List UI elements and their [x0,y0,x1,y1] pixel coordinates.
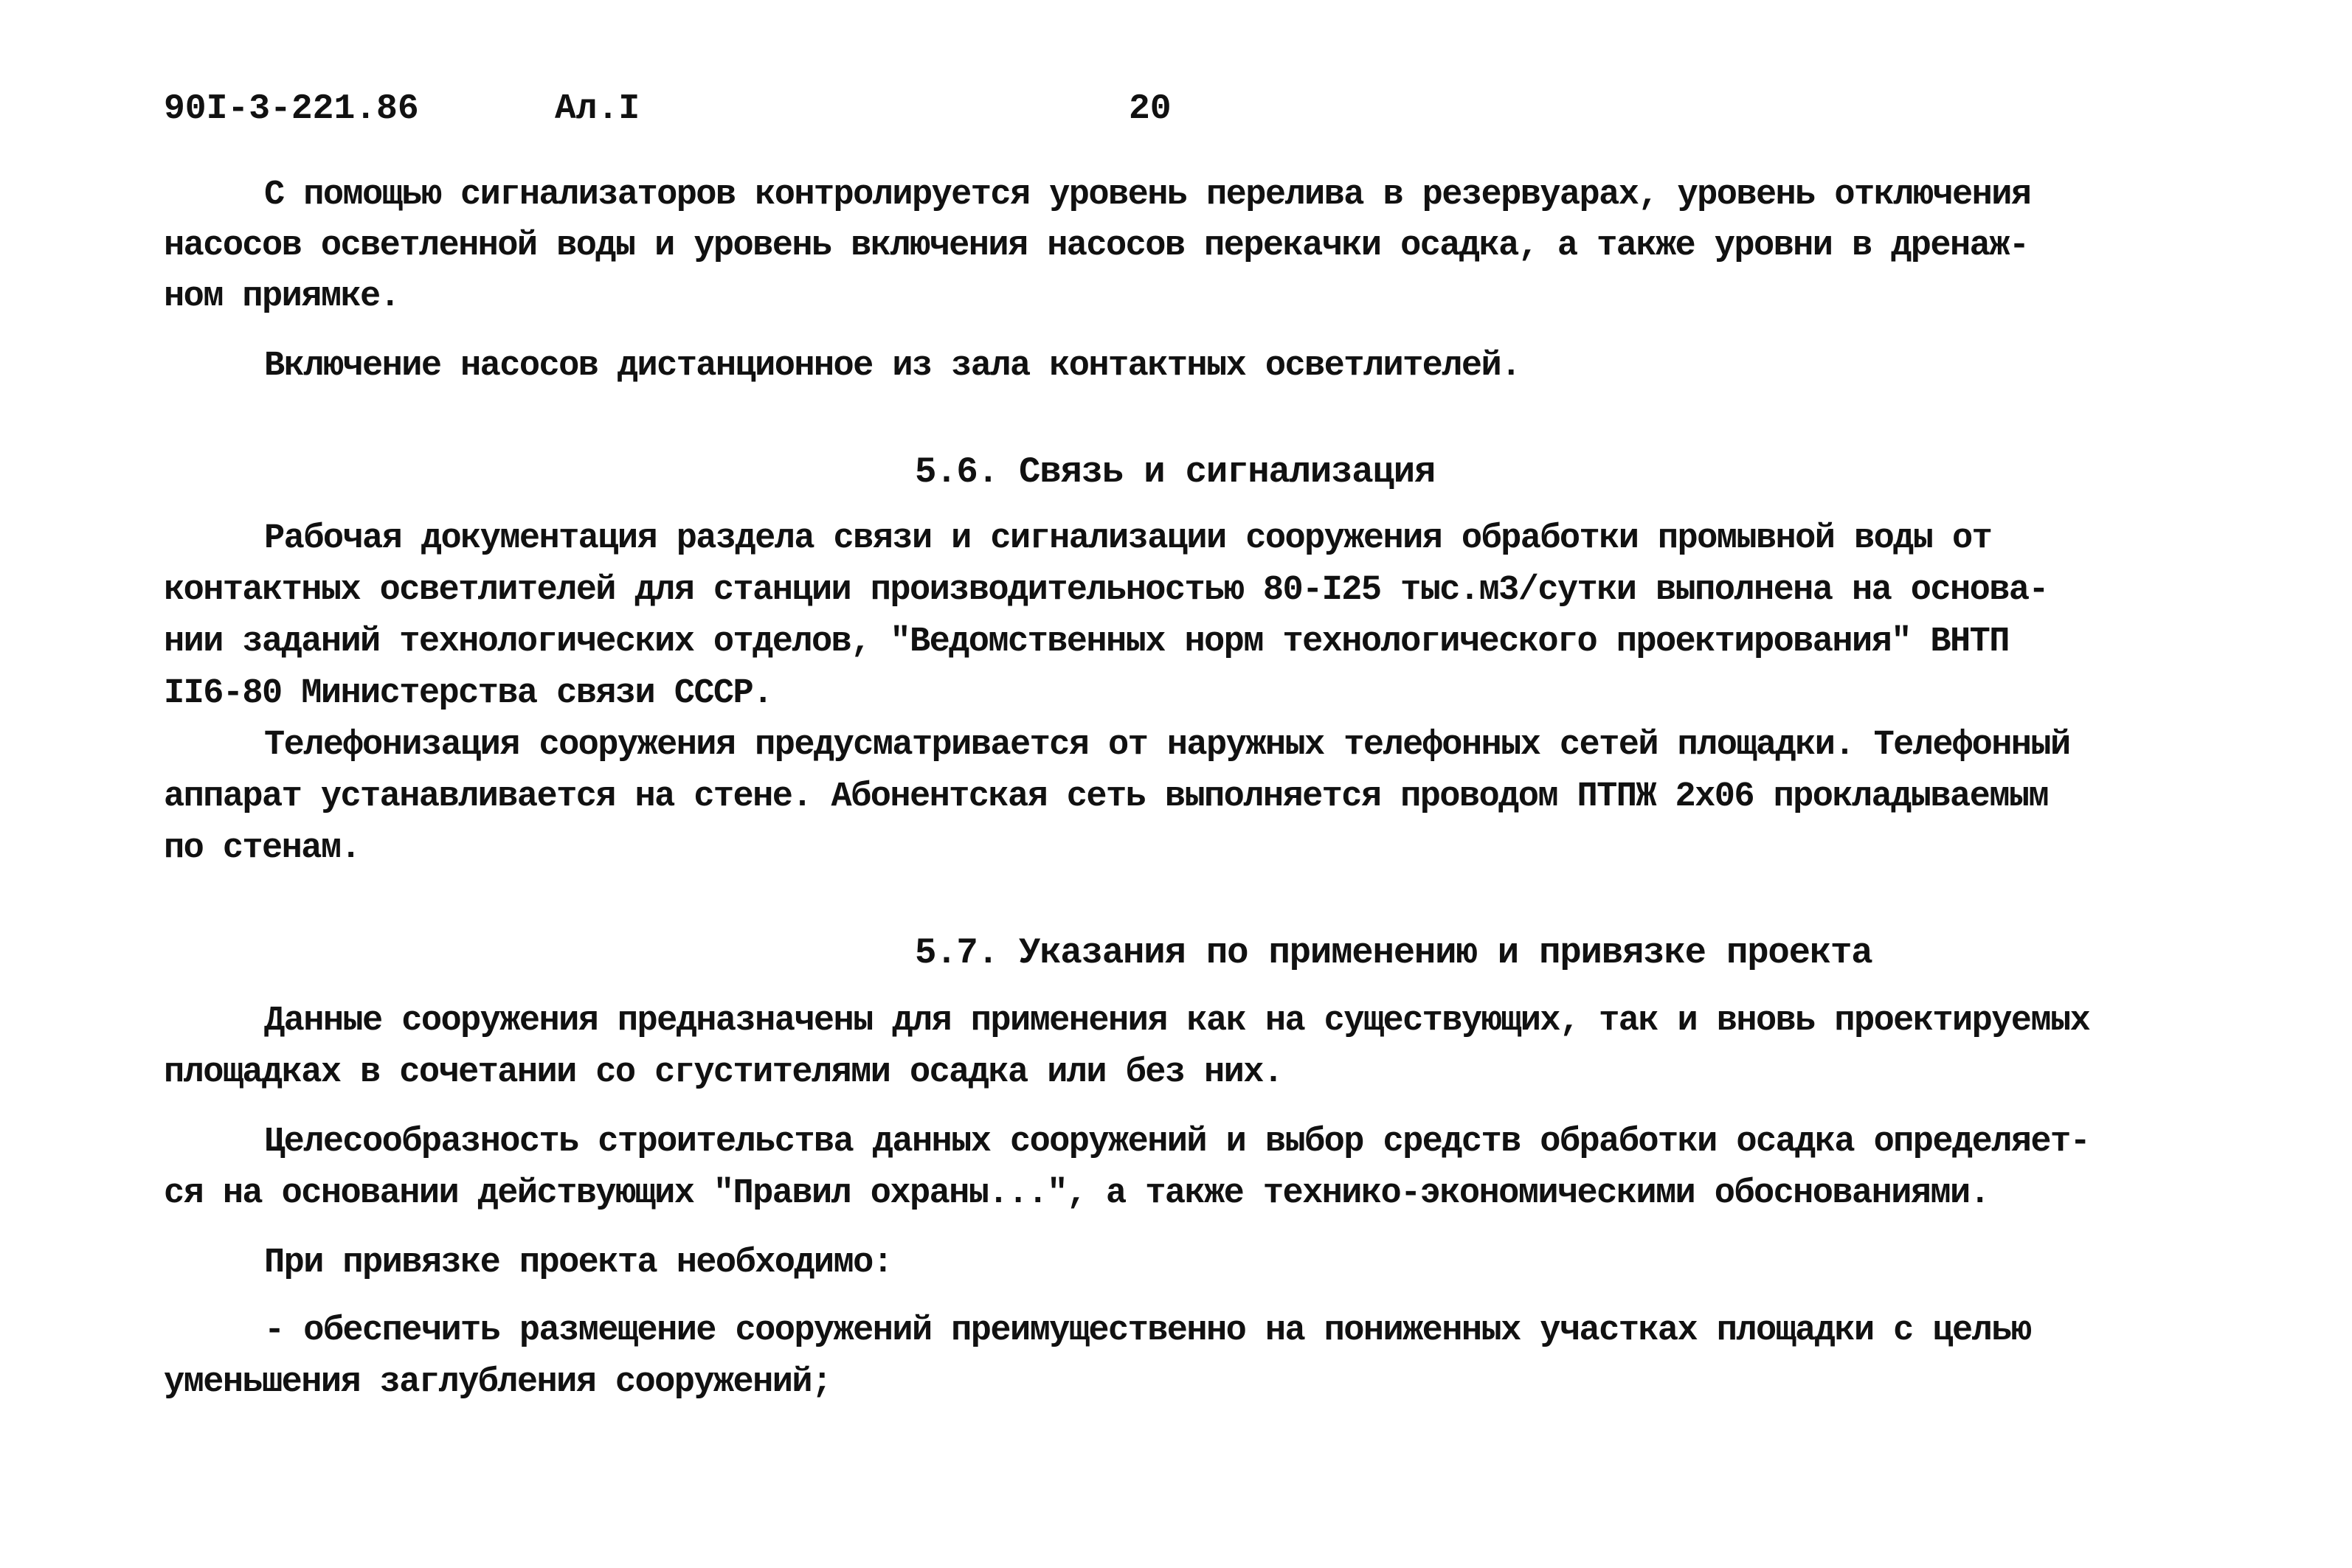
page-number: 20 [1129,89,1172,129]
paragraph-line: по стенам. [164,829,361,868]
paragraph-line: площадках в сочетании со сгустителями осадка или без них. [164,1053,1283,1092]
paragraph-line: II6-80 Министерства связи СССР. [164,674,772,713]
paragraph-line: Телефонизация сооружения предусматривается от наружных телефонных сетей площадки. Телефонный [264,726,2070,765]
paragraph-line: аппарат устанавливается на стене. Абонентская сеть выполняется проводом ПТПЖ 2х06 прокладываемым [164,777,2049,816]
document-code: 90I-3-221.86 [164,89,419,129]
paragraph-line: ном приямке. [164,277,400,316]
list-item-line: - обеспечить размещение сооружений преимущественно на пониженных участках площадки с целью [264,1311,2031,1350]
paragraph-line: Целесообразность строительства данных сооружений и выбор средств обработки осадка определяет- [264,1123,2090,1162]
paragraph-line: При привязке проекта необходимо: [264,1243,893,1283]
paragraph-line: Данные сооружения предназначены для применения как на существующих, так и вновь проектируемых [264,1002,2090,1041]
section-heading-5-7: 5.7. Указания по применению и привязке проекта [915,932,1872,974]
paragraph-line: нии заданий технологических отделов, "Ведомственных норм технологического проектирования" ВНТП [164,622,2009,662]
paragraph-line: контактных осветлителей для станции производительностью 80-I25 тыс.м3/сутки выполнена на основа- [164,571,2049,610]
paragraph-line: насосов осветленной воды и уровень включения насосов перекачки осадка, а также уровни в дренаж- [164,226,2029,266]
album-number: Ал.I [555,89,640,129]
section-heading-5-6: 5.6. Связь и сигнализация [915,451,1436,493]
paragraph-line: С помощью сигнализаторов контролируется уровень перелива в резервуарах, уровень отключения [264,176,2031,215]
paragraph-line: Включение насосов дистанционное из зала контактных осветлителей. [264,347,1521,386]
paragraph-line: Рабочая документация раздела связи и сигнализации сооружения обработки промывной воды от [264,519,1992,558]
list-item-line: уменьшения заглубления сооружений; [164,1363,831,1402]
paragraph-line: ся на основании действующих "Правил охраны...", а также технико-экономическими обоснованиями. [164,1174,1990,1213]
